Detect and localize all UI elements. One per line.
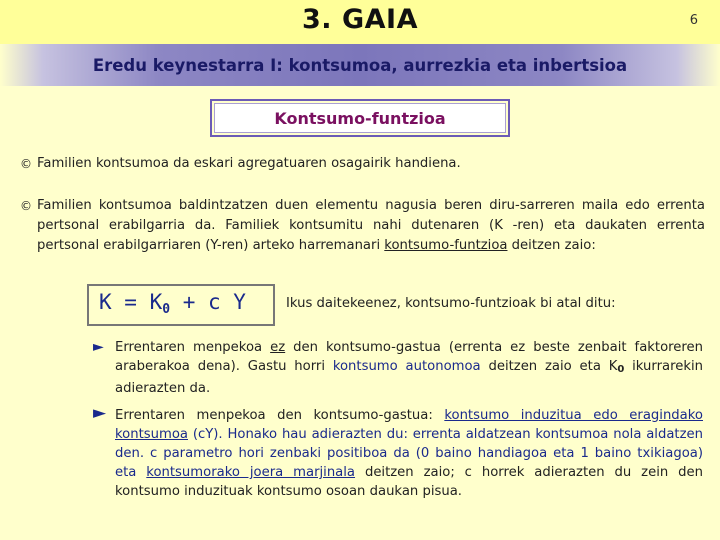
section-heading: Kontsumo-funtzioa xyxy=(274,108,446,128)
formula-note: Ikus daitekeenez, kontsumo-funtzioak bi atal ditu: xyxy=(286,296,616,311)
list-item xyxy=(93,403,703,501)
bullet-text: Familien kontsumoa da eskari agregatuaren osagairik handiena. xyxy=(37,156,461,171)
formula-k0: K xyxy=(149,290,163,314)
bullet-item xyxy=(20,154,710,174)
text-part: deitzen zaio; c horrek adierazten du zein den kontsumo induzituak kontsumo osoan daukan pisua. xyxy=(115,465,703,499)
page-number: 6 xyxy=(689,13,698,28)
slide-subtitle: Eredu keynestarra I: kontsumoa, aurrezkia eta inbertsioa xyxy=(92,56,628,75)
list-item xyxy=(93,338,703,398)
formula-rest: + c Y xyxy=(170,290,246,314)
section-heading-box xyxy=(210,99,510,137)
text-part: den kontsumo-gastua (errenta ez beste zenbait faktoreren araberakoa dena). Gastu horri xyxy=(115,340,704,374)
formula-k: K xyxy=(99,290,112,314)
list-item-text xyxy=(93,403,703,501)
bullet-symbol-icon: © xyxy=(20,157,32,171)
title-bar xyxy=(0,0,720,44)
term-kontsumo-induzitua[interactable]: kontsumo induzitua edo eragindako kontsumoa xyxy=(115,408,703,442)
section-heading-inner xyxy=(214,103,506,133)
text-part: ikurrarekin adierazten da. xyxy=(115,359,703,396)
bullet-text xyxy=(20,196,705,256)
consumption-formula xyxy=(99,290,246,317)
slide-title: 3. GAIA xyxy=(302,4,418,35)
term-kontsumo-autonomoa: kontsumo autonomoa xyxy=(332,359,481,374)
underlined-word: ez xyxy=(270,340,286,355)
formula-box xyxy=(87,284,275,326)
text-part: Errentaren menpekoa den kontsumo-gastua: xyxy=(115,408,445,423)
bullet-item xyxy=(20,196,705,256)
term-joera-marjinala[interactable]: kontsumorako joera marjinala xyxy=(146,465,356,480)
formula-k0-subscript: 0 xyxy=(162,302,171,317)
subscript: 0 xyxy=(617,364,625,375)
bullet-text-part: Familien kontsumoa baldintzatzen duen elementu nagusia beren diru-sarreren maila edo errenta pertsonal erabilgarria da. Familiek kontsumitu nahi dutenaren (K -ren) eta daukaten errenta pertsonal erabilgarriaren (Y-ren) arteko harremanari xyxy=(37,198,705,253)
kontsumo-funtzioa-link[interactable]: kontsumo-funtzioa xyxy=(384,238,508,253)
arrow-right-icon: ► xyxy=(93,339,104,355)
arrow-right-icon: ► xyxy=(93,403,107,423)
text-part: Errentaren menpekoa xyxy=(115,340,271,355)
formula-equals: = xyxy=(111,290,150,314)
text-part: (cY). Honako hau adierazten du: errenta aldatzean kontsumoa nola aldatzen den. c parametro hori zenbaki positiboa da (0 baino handiagoa eta 1 baino txikiagoa) eta xyxy=(115,427,703,480)
text-part: deitzen zaio eta K xyxy=(480,359,618,374)
bullet-symbol-icon: © xyxy=(20,199,32,213)
subtitle-band xyxy=(0,44,720,86)
list-item-text xyxy=(93,338,703,398)
bullet-text-part: deitzen zaio: xyxy=(507,238,596,253)
